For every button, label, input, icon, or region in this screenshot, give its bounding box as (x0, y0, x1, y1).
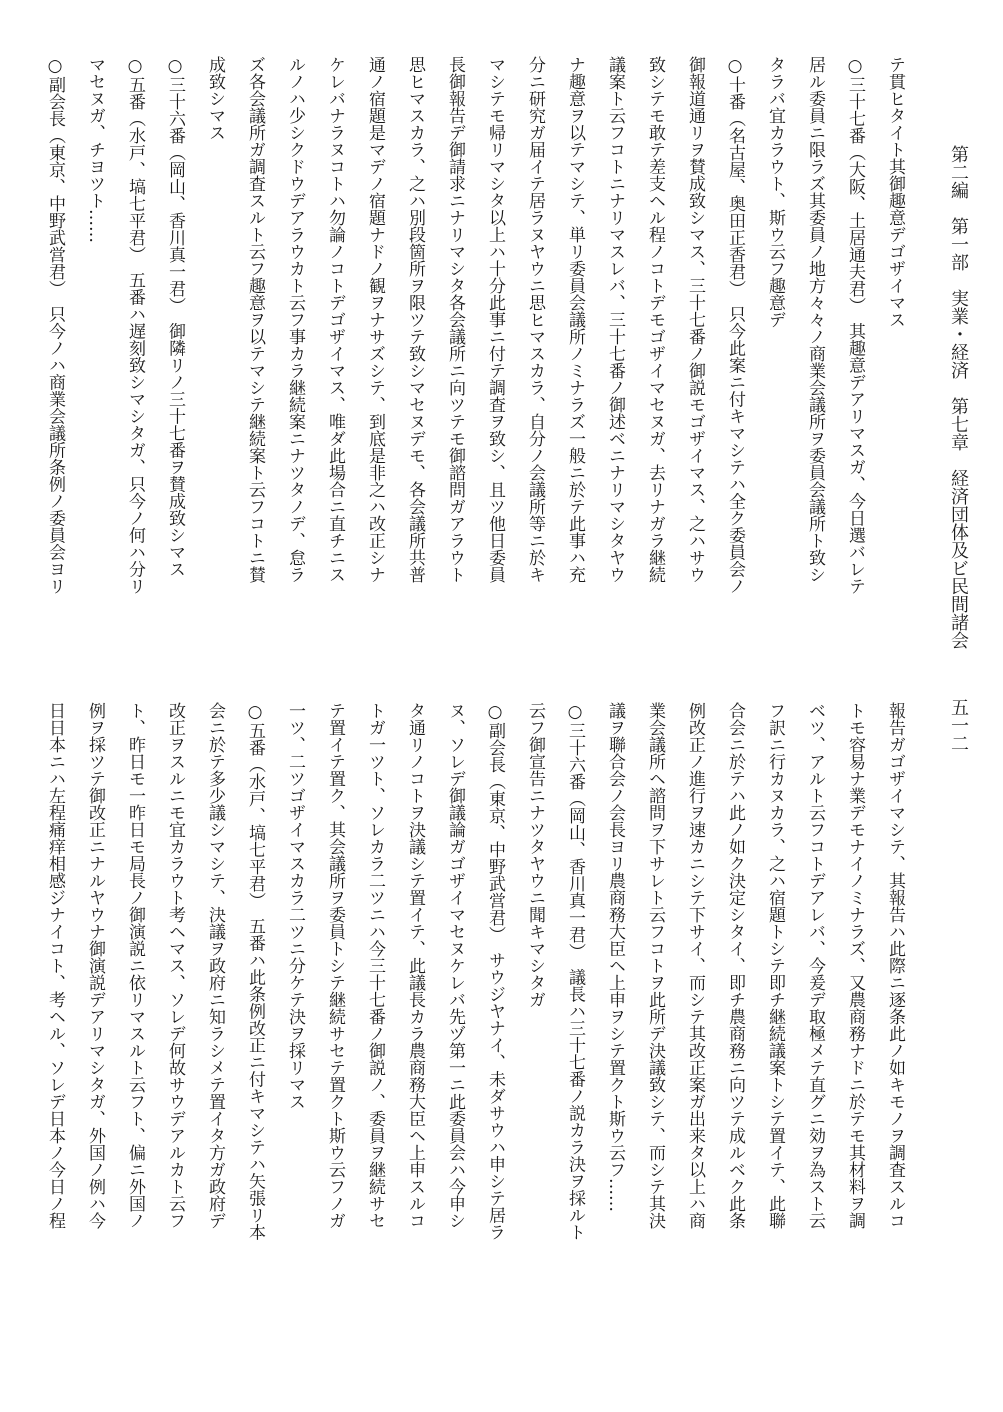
text-column: マシテモ帰リマシタ以上ハ十分此事ニ付テ調査ヲ致シ、且ツ他日委員 (485, 56, 505, 583)
text-column: 一ツ、二ツゴザイマスカラ二ツニ分ケテ決ヲ採リマス (285, 702, 305, 1110)
text-column: 思ヒマスカラ、之ハ別段箇所ヲ限ツテ致シマセヌデモ、各会議所共普 (405, 56, 425, 583)
text-column: 会ニ於テ多少議シマシテ、決議ヲ政府ニ知ラシメテ置イタ方ガ政府デ (205, 702, 225, 1229)
running-head: 第二編 第一部 実業・経済 第七章 経済団体及ビ民間諸会 (948, 145, 969, 649)
text-column: ケレバナラヌコトハ勿論ノコトデゴザイマス、唯ダ此場合ニ直チニス (325, 56, 345, 583)
text-column: ○十番（名古屋、奥田正香君） 只今此案ニ付キマシテハ全ク委員会ノ (725, 56, 745, 595)
text-column: フ訳ニ行カヌカラ、之ハ宿題トシテ即チ継続議案トシテ置イテ、此聯 (765, 702, 785, 1229)
text-column: タ通リノコトヲ決議シテ置イテ、此議長カラ農商務大臣ヘ上申スルコ (405, 702, 425, 1229)
text-column: 報告ガゴザイマシテ、其報告ハ此際ニ逐条此ノ如キモノヲ調査スルコ (885, 702, 905, 1229)
text-column: 成致シマス (205, 56, 225, 141)
text-column: テ置イテ置ク、其会議所ヲ委員トシテ継続サセテ置クト斯ウ云フノガ (325, 702, 345, 1229)
text-column: 例改正ノ進行ヲ速カニシテ下サイ、而シテ其改正案ガ出来タ以上ハ商 (685, 702, 705, 1229)
page-number: 五一二 (948, 698, 969, 752)
text-column: ○副会長（東京、中野武営君） サウジヤナイ、未ダサウハ申シテ居ラ (485, 702, 505, 1241)
text-column: 議ヲ聯合会ノ会長ヨリ農商務大臣ヘ上申ヲシテ置クト斯ウ云フ…… (605, 702, 625, 1212)
text-column: 居ル委員ニ限ラズ其委員ノ地方々々ノ商業会議所ヲ委員会議所ト致シ (805, 56, 825, 583)
text-column: 日日本ニハ左程痛痒相感ジナイコト、考ヘル、ソレデ日本ノ今日ノ程 (45, 702, 65, 1229)
text-column: ルノハ少シクドウデアラウカト云フ事カラ継続案ニナツタノデ、怠ラ (285, 56, 305, 583)
text-column: ○五番（水戸、塙七平君） 五番ハ此条例改正ニ付キマシテハ矢張リ本 (245, 702, 265, 1241)
text-column: ヌ、ソレデ御議論ガゴザイマセヌケレバ先ヅ第一ニ此委員会ハ今申シ (445, 702, 465, 1229)
text-column: ト、昨日モ一昨日モ局長ノ御演説ニ依リマスルト云フト、偏ニ外国ノ (125, 702, 145, 1229)
text-column: 分ニ研究ガ届イテ居ラヌヤウニ思ヒマスカラ、自分ノ会議所等ニ於キ (525, 56, 545, 583)
text-column: 云フ御宣告ニナツタヤウニ聞キマシタガ (525, 702, 545, 1008)
text-column: ○三十六番（岡山、香川真一君） 議長ハ三十七番ノ説カラ決ヲ採ルト (565, 702, 585, 1241)
text-column: タラバ宜カラウト、斯ウ云フ趣意デ (765, 56, 785, 328)
text-column: ○三十六番（岡山、香川真一君） 御隣リノ三十七番ヲ賛成致シマス (165, 56, 185, 578)
text-column: テ貫ヒタイト其御趣意デゴザイマス (885, 56, 905, 328)
text-column: 議案ト云フコトニナリマスレバ、三十七番ノ御述ベニナリマシタヤウ (605, 56, 625, 583)
text-column: ○三十七番（大阪、土居通夫君） 其趣意デアリマスガ、今日選バレテ (845, 56, 865, 595)
text-column: 改正ヲスルニモ宜カラウト考ヘマス、ソレデ何故サウデアルカト云フ (165, 702, 185, 1229)
text-column: 通ノ宿題是マデノ宿題ナドノ観ヲナサズシテ、到底是非之ハ改正シナ (365, 56, 385, 583)
text-column: ズ各会議所ガ調査スルト云フ趣意ヲ以テマシテ継続案ト云フコトニ賛 (245, 56, 265, 583)
lower-text-block (45, 702, 915, 1302)
text-column: トモ容易ナ業デモナイノミナラズ、又農商務ナドニ於テモ其材料ヲ調 (845, 702, 865, 1229)
text-column: 合会ニ於テハ此ノ如ク決定シタイ、即チ農商務ニ向ツテ成ルベク此条 (725, 702, 745, 1229)
text-column: マセヌガ、チヨツト…… (85, 56, 105, 243)
text-column: 長御報告デ御請求ニナリマシタ各会議所ニ向ツテモ御諮問ガアラウト (445, 56, 465, 583)
text-column: 例ヲ採ツテ御改正ニナルヤウナ御演説デアリマシタガ、外国ノ例ハ今 (85, 702, 105, 1229)
text-column: ナ趣意ヲ以テマシテ、単リ委員会議所ノミナラズ一般ニ於テ此事ハ充 (565, 56, 585, 583)
text-column: 御報道通リヲ賛成致シマス、三十七番ノ御説モゴザイマス、之ハサウ (685, 56, 705, 583)
text-column: 致シテモ敢テ差支ヘル程ノコトデモゴザイマセヌガ、去リナガラ継続 (645, 56, 665, 583)
text-column: ベツ、アルト云フコトデアレバ、今爰デ取極メテ直グニ効ヲ為スト云 (805, 702, 825, 1229)
upper-text-block (45, 56, 915, 661)
text-column: ○副会長（東京、中野武営君） 只今ノハ商業会議所条例ノ委員会ヨリ (45, 56, 65, 595)
text-column: 業会議所ヘ諮問ヲ下サレト云フコトヲ此所デ決議致シテ、而シテ其決 (645, 702, 665, 1229)
text-column: トガ一ツト、ソレカラ二ツニハ今三十七番ノ御説ノ、委員ヲ継続サセ (365, 702, 385, 1229)
text-column: ○五番（水戸、塙七平君） 五番ハ遅刻致シマシタガ、只今ノ何ハ分リ (125, 56, 145, 595)
